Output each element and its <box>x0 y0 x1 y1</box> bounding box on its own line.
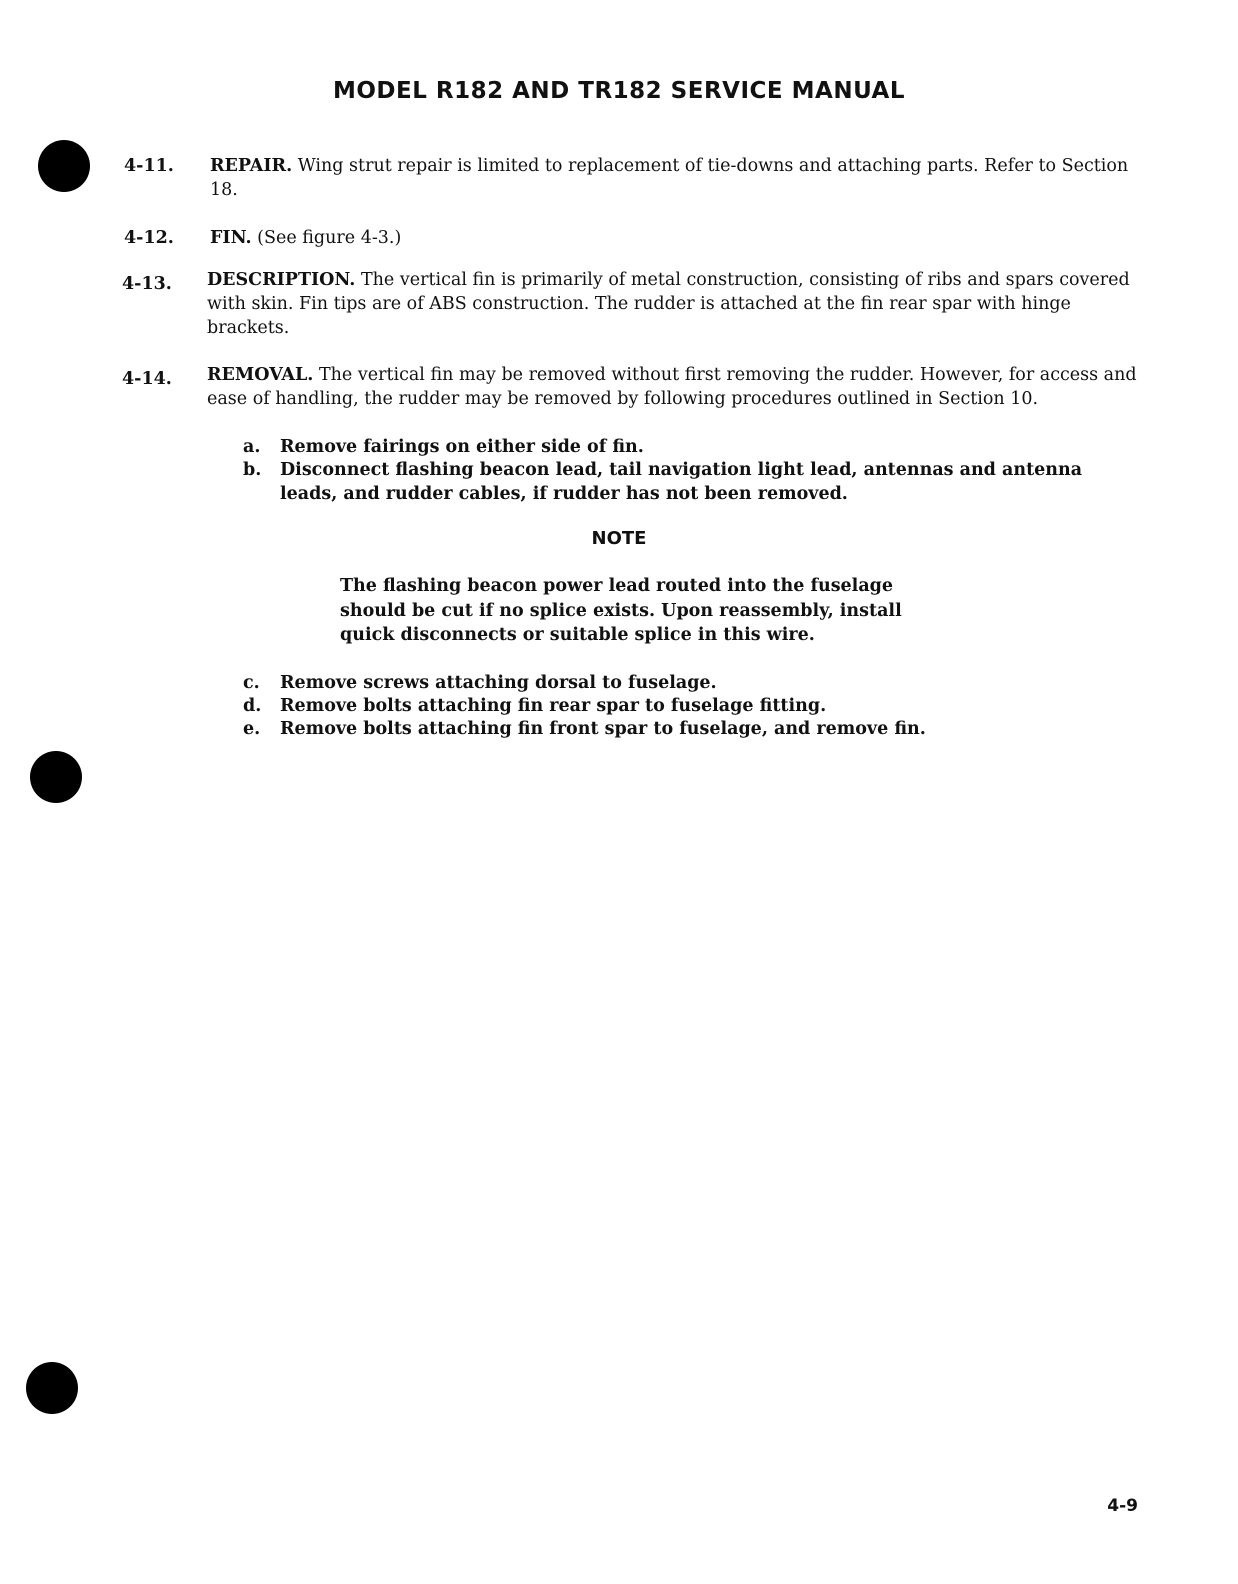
step-letter: d. <box>243 696 262 716</box>
section-heading: FIN. <box>210 228 252 248</box>
section-body: (See figure 4-3.) <box>257 228 402 248</box>
section-heading: REPAIR. <box>210 156 293 176</box>
note-body: The flashing beacon power lead routed into the fuselage should be cut if no splice exists. Upon reassembly, install quick disconnects or suitable splice in this wire. <box>340 576 902 645</box>
step-letter: b. <box>243 460 262 480</box>
step-text: Disconnect flashing beacon lead, tail navigation light lead, antennas and antenna leads, and rudder cables, if rudder has not been removed. <box>280 460 1083 504</box>
section-body: Wing strut repair is limited to replacement of tie-downs and attaching parts. Refer to Section 18. <box>210 156 1129 200</box>
step-text: Remove bolts attaching fin front spar to fuselage, and remove fin. <box>280 719 926 739</box>
step-text: Remove fairings on either side of fin. <box>280 437 644 457</box>
section-body: The vertical fin may be removed without first removing the rudder. However, for access and ease of handling, the rudder may be removed by following procedures outlined in Section 10. <box>207 365 1137 409</box>
section-paragraph <box>207 363 1142 411</box>
section-heading: DESCRIPTION. <box>207 270 356 290</box>
section-paragraph <box>210 226 1145 250</box>
step-text: Remove screws attaching dorsal to fuselage. <box>280 673 717 693</box>
step-letter: c. <box>243 673 260 693</box>
section-number: 4-12. <box>124 228 174 248</box>
section-body: The vertical fin is primarily of metal construction, consisting of ribs and spars covered with skin. Fin tips are of ABS construction. The rudder is attached at the fin rear spar with hinge brackets. <box>207 270 1130 338</box>
page-number: 4-9 <box>1107 1496 1138 1516</box>
binder-hole-top-icon <box>38 140 90 192</box>
page-title: MODEL R182 AND TR182 SERVICE MANUAL <box>332 78 905 104</box>
binder-hole-bottom-icon <box>26 1362 78 1414</box>
section-number: 4-14. <box>122 369 172 389</box>
step-text: Remove bolts attaching fin rear spar to fuselage fitting. <box>280 696 827 716</box>
binder-hole-middle-icon <box>30 751 82 803</box>
step-letter: a. <box>243 437 261 457</box>
section-number: 4-11. <box>124 156 174 176</box>
section-paragraph <box>207 268 1142 340</box>
section-heading: REMOVAL. <box>207 365 314 385</box>
section-paragraph <box>210 154 1145 202</box>
section-number: 4-13. <box>122 274 172 294</box>
note-heading: NOTE <box>591 528 647 549</box>
step-letter: e. <box>243 719 261 739</box>
